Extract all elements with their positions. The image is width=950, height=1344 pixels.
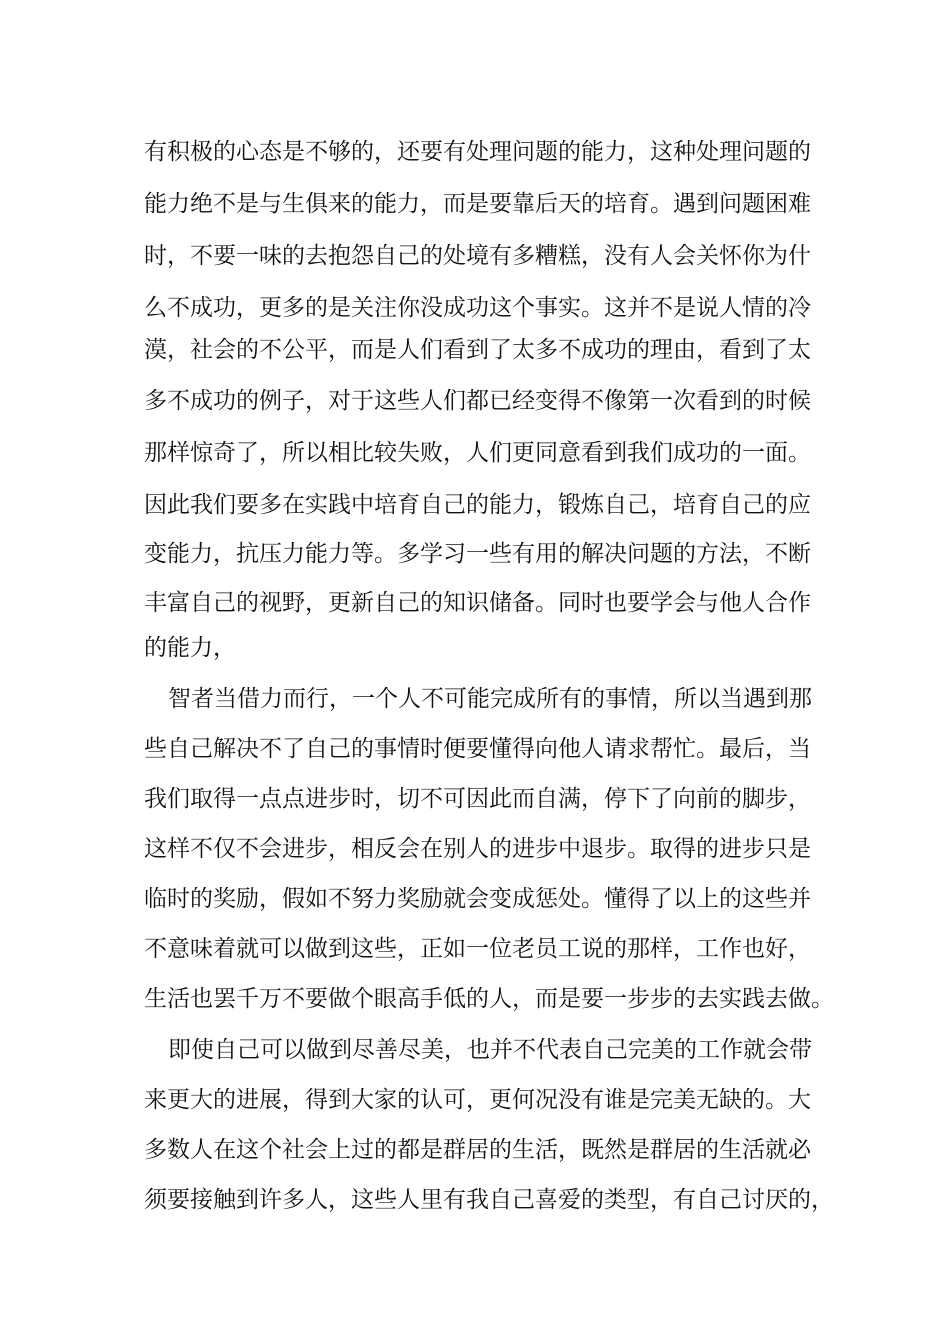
text-line: 丰富自己的视野，更新自己的知识储备。同时也要学会与他人合作: [144, 590, 811, 616]
text-line: 时，不要一味的去抱怨自己的处境有多糟糕，没有人会关怀你为什: [144, 243, 811, 269]
text-line: 多不成功的例子，对于这些人们都已经变得不像第一次看到的时候: [144, 388, 811, 414]
text-line: 生活也罢千万不要做个眼高手低的人，而是要一步步的去实践去做。: [144, 986, 834, 1012]
text-line: 漠，社会的不公平，而是人们看到了太多不成功的理由，看到了太: [144, 337, 811, 363]
text-line: 些自己解决不了自己的事情时便要懂得向他人请求帮忙。最后，当: [144, 736, 811, 762]
text-line: 因此我们要多在实践中培育自己的能力，锻炼自己，培育自己的应: [144, 492, 811, 518]
text-line: 能力绝不是与生俱来的能力，而是要靠后天的培育。遇到问题困难: [144, 191, 811, 217]
text-line: 么不成功，更多的是关注你没成功这个事实。这并不是说人情的冷: [144, 295, 811, 321]
text-line: 智者当借力而行，一个人不可能完成所有的事情，所以当遇到那: [168, 686, 812, 712]
text-line: 来更大的进展，得到大家的认可，更何况没有谁是完美无缺的。大: [144, 1087, 811, 1113]
text-line: 有积极的心态是不够的，还要有处理问题的能力，这种处理问题的: [144, 139, 811, 165]
text-line: 这样不仅不会进步，相反会在别人的进步中退步。取得的进步只是: [144, 836, 811, 862]
text-line: 须要接触到许多人，这些人里有我自己喜爱的类型，有自己讨厌的，: [144, 1187, 834, 1213]
text-line: 变能力，抗压力能力等。多学习一些有用的解决问题的方法，不断: [144, 541, 811, 567]
text-line: 我们取得一点点进步时，切不可因此而自满，停下了向前的脚步，: [144, 786, 811, 812]
text-line: 多数人在这个社会上过的都是群居的生活，既然是群居的生活就必: [144, 1137, 811, 1163]
text-line: 那样惊奇了，所以相比较失败，人们更同意看到我们成功的一面。: [144, 440, 811, 466]
text-line: 即使自己可以做到尽善尽美，也并不代表自己完美的工作就会带: [168, 1037, 812, 1063]
text-line: 不意味着就可以做到这些，正如一位老员工说的那样，工作也好，: [144, 936, 811, 962]
text-line: 的能力，: [144, 635, 236, 661]
text-line: 临时的奖励，假如不努力奖励就会变成惩处。懂得了以上的这些并: [144, 886, 811, 912]
